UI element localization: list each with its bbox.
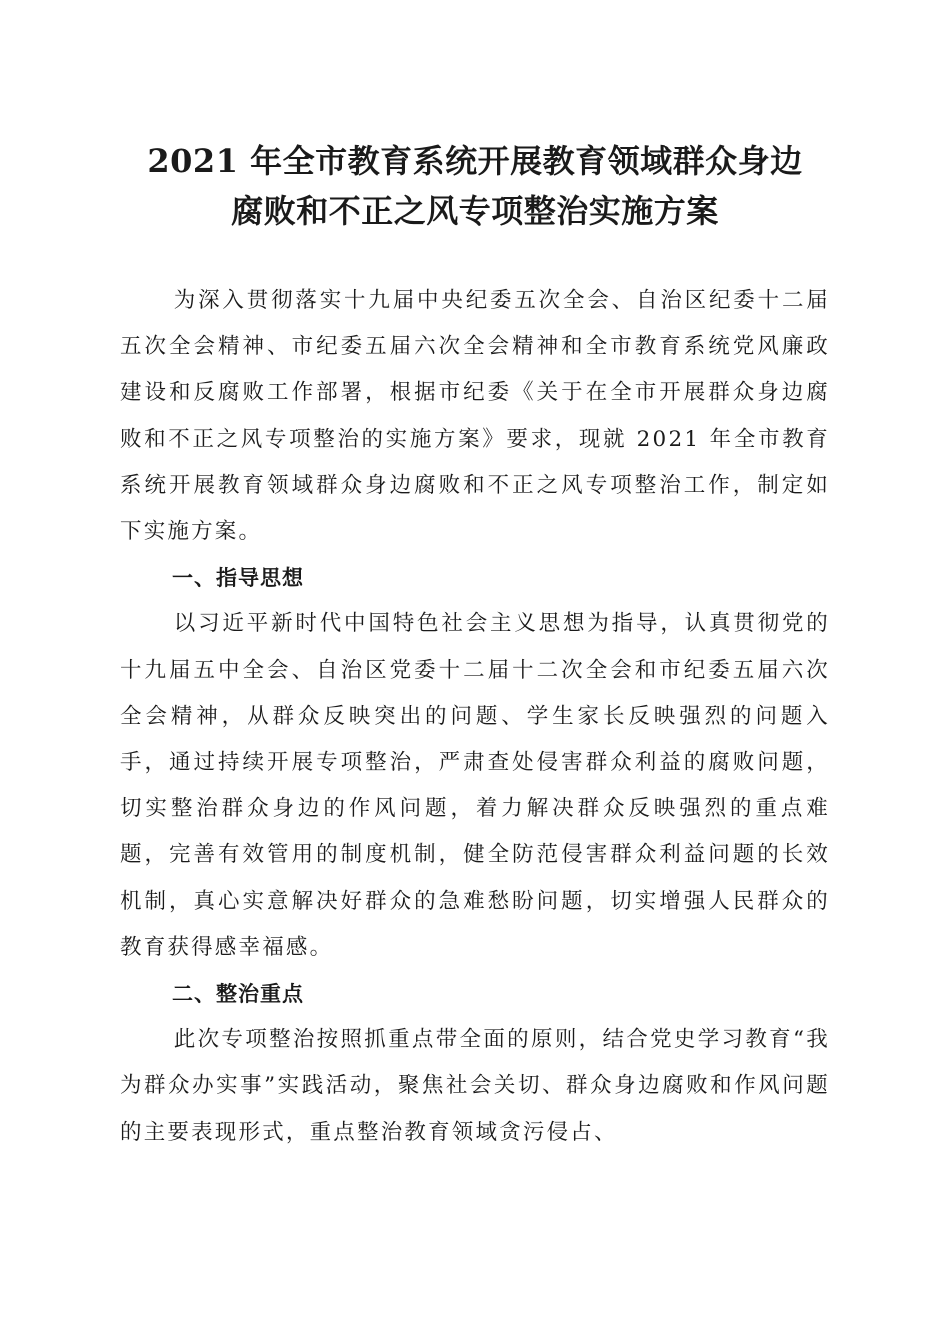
title-line-1: 2021 年全市教育系统开展教育领域群众身边 — [147, 142, 803, 180]
section-heading-guiding-ideology: 一、指导思想 — [172, 566, 304, 591]
section-paragraph-guiding-ideology: 以习近平新时代中国特色社会主义思想为指导，认真贯彻党的十九届五中全会、自治区党委十二届十二次全会和市纪委五届六次全会精神，从群众反映突出的问题、学生家长反映强烈的问题入手，通过持续开展专项整治，严肃查处侵害群众利益的腐败问题，切实整治群众身边的作风问题，着力解决群众反映强烈的重点难题，完善有效管用的制度机制，健全防范侵害群众利益问题的长效机制，真心实意解决好群众的急难愁盼问题，切实增强人民群众的教育获得感幸福感。 — [120, 611, 830, 960]
intro-paragraph: 为深入贯彻落实十九届中央纪委五次全会、自治区纪委十二届五次全会精神、市纪委五届六次全会精神和全市教育系统党风廉政建设和反腐败工作部署，根据市纪委《关于在全市开展群众身边腐败和不正之风专项整治的实施方案》要求，现就 2021 年全市教育系统开展教育领域群众身边腐败和不正之风专项整治工作，制定如下实施方案。 — [120, 288, 830, 545]
title-line-2: 腐败和不正之风专项整治实施方案 — [231, 192, 719, 230]
document-body — [120, 278, 830, 1156]
document-title — [100, 136, 850, 236]
section-heading-key-rectification: 二、整治重点 — [172, 982, 304, 1007]
section-paragraph-key-rectification: 此次专项整治按照抓重点带全面的原则，结合党史学习教育“我为群众办实事”实践活动，聚焦社会关切、群众身边腐败和作风问题的主要表现形式，重点整治教育领域贪污侵占、 — [120, 1027, 830, 1145]
